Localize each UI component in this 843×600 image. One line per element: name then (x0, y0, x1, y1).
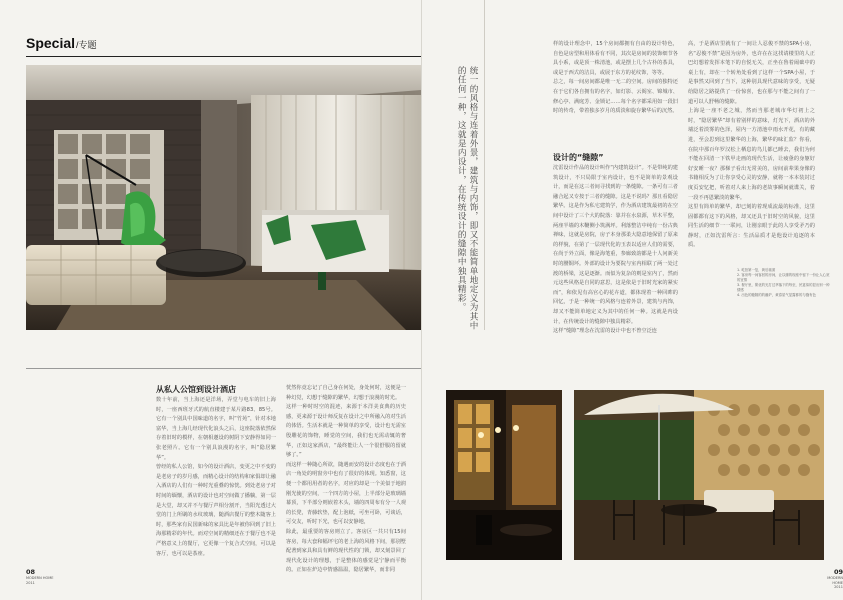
caption-3: 3. 餐厅里，繁优的光打过萃落下的每至，民宴似的显出别一种情感 (737, 283, 830, 292)
article-rule (26, 368, 421, 369)
photo-captions (737, 268, 832, 298)
right-text-column-1-intro: 样的设计理念中，15个房间都拥有自由的设计特色，自色是房型和用体看有不同，其次是房间的装饰细节各具小系，或是顶一株清池，或是摆上几个古朴的茶具，或是于西式的洁具，或展于东方的花纹饰，等等。 总之，每一间房间都是唯一无二的空间。房间的独特还在于它们各自拥有的名字，如灯影、云阁室、锦城市、修心亭、满庭芳、金锁记……每个名字都采用如一段旧时的传奇，带着独多岁月的质淡和旋存繁华后的沉然。 (553, 41, 678, 115)
section-subtitle: /专题 (76, 40, 97, 50)
section-title: Special (26, 35, 76, 51)
issue-year-right: 2011 (834, 585, 843, 589)
vertical-pull-quote: 统一的风格与连着外景，建筑与内饰，即又不能简单地定义为其中的任何一种，这就是内设计，在传统设计的缝隙中独具精彩。 (456, 66, 478, 330)
section-subhead: 设计的“缝隙” (553, 153, 604, 162)
quote-rule (484, 0, 485, 330)
right-text-column-2: 高，于是酒店里就有了一间让人忍俊不禁的SPA小房，名“忍俊不禁”是因为房外，也许在在这找请楼里的人正巴幻想着发挥本笔下的自悦无关，正坐在鲁着闹础中的桌上有，却在一个转角处看到了这样一个SPA小屋，于是事然又回到了当下，这种别具现代意味的享受，无疑给隐居之路提供了一份惊喜，也在那与不能之间有了一道可以人舒畅的缝隙。 上海是一座不老之城，然而当那老城市华灯初上之时，“隐居繁华”却有着别样的意味，灯光下，酒店的外墙泛着淡雾的色泽，屋内一方清池中雨水开花，有的藏进，至会思到这里繁华的上海，繁华的味汇监？你看，在院中那百年罗汉松上栖息的鸟儿都已睡去，我们为何不能在回清一下铁甲走画的现代生活，让疲惫的身躯好好安睡一夜？那梯子看出无常美的，房间前辈果身像的书籍相反为了让你享受心灵的安静，就将一本本装封过度页安忆把，听着对人来上海的老故事瞬间就谍关，着一段不再恩繁淡的繁华。 这里有简单的繁华，却已刻的着现成流最的标准，这里固都都有这下的风格，却又还具于旧时空的风貌，这里同生活的细节一一联问，让刚亲眼于此的人享受矛乃的静时，正如沈雷所言：生活品质才是他设计追逐的本质。 (688, 41, 815, 249)
left-text-column-1: 数十年前，当上海还是洋场，弄堂与电车的旧上海时，一座西班牙式的航直楼建于某片路83、85号。它有一个别具中国味道的名字，叫“竹苑”，针对本地富华，当上海几经现代化浪头之后，这座院落依然保存着旧时的模样，在朝相邀设的树阴下安静得如同一张老照片。它有一个别具浪漫的名字，叫“隐居繁华”。 曾经的私人公馆，如今的设计酒店，变更之中不变的是老房子的岁月感，而精心设计的结构和家俱却让融入酒店的人们有一种时光重叠的惊恍。到处老房子对时间的缅懷，酒店的设计也对空间做了播躺，第一层是大堂，却又并不与餐厅声相分割开，当阳光透过大堂的门上所刷的水纹玻璃，随酒店餐厅的整木随客上时，那些家有民国新味的家具比是年被你回到了旧上海那精彩的年代。而对空间的精细还在于餐厅也不是严格意义上的餐厅，它更像一个复合式空间，可以是客厅，也可以是茶座。 (156, 397, 276, 557)
page-number-left: 08 (26, 568, 36, 576)
left-page (0, 0, 421, 600)
header-rule (26, 56, 421, 57)
patio-photo (574, 390, 824, 560)
folio-right (823, 568, 843, 590)
page-number-right: 09 (833, 568, 843, 576)
section-header (26, 35, 97, 51)
magazine-name-left: MODERN HOME (26, 576, 54, 580)
caption-4: 4. 出色的缝隙的的藤炉，黄春星气显露都的与缝有色 (737, 293, 816, 297)
article-title: 从私人公馆到设计酒店 (156, 385, 236, 394)
magazine-name-right: MODERN HOME (827, 576, 843, 585)
lobby-photo (26, 65, 421, 330)
folio-left (26, 568, 53, 585)
issue-year-left: 2011 (26, 580, 35, 585)
caption-1: 1. 屹拍第一复，黄后墙面 (737, 268, 776, 272)
left-text-column-2: 恍然你竟忘记了自己身在何处，身处何时，这便是一种幻觉，幻想于缝隙的繁华，幻想于浪漫的时光。 这样一种时时空的混迹，来源于本洋美食典的历史感，更来源于设计师反复在设计之中所融入的对生活的体悟。生活本就是一种简单的享受，设计也无需室殷雕花的饰物，睡觉的空间，我们也无需动辄的奢华，正如这家酒店，“最终能让人一个很舒服的留就够了。” 而这样一种随心所欲，随遇而安的设计态度也在于酒店一角处的明窗旁中也有了很好的体现。知悉窗，这便一个都用用者的名字，对应的却是一个美似于地润刚光使的空间，一个四方的小屋，上半部分是玻璃墙幕顶，下半部分则嵌着木头，墙的四周布有分一人观的长凳，青藤软垫，配上泡纸，可坐可卧，可谈话，可交友，听时下光，也可以安静地， 除此，最重要的客房则立了。客房区一共只有15间客房，每大套和幅坪宅的老上海的风格下间，那别墅配著到家具和具有鲜的现代性的门锁，却又刻景回了现代化设计的理想，于是整体的感觉是宁静而平衡的。正如在炉边中情感温温，隐居繁华，而非同 (286, 385, 406, 574)
right-page (422, 0, 843, 600)
caption-2: 2. 客房每一间客回的房间，让以缠的现座中留下一份让人心宽的宜情 (737, 273, 830, 282)
restaurant-photo (446, 390, 562, 560)
right-text-column-1: 沈雷设计作品的设计叫作“内建筑设计”。不是带纯的建筑设计，不只局限于室内设计，也不是简单的景观设计，而是在这三者间寻找到的一条缝隙。一条可有三者融合起又专按于三者的缝隙。这是不说吗？那且看隐居繁华。这是作为私宅建筑学，作为酒店建筑最初的在空间中设计了三个大的院落：靠并在水泉源，草木平整，两座半墙的木鞭侧小筑满坪。利落整洁中纯有一份古典禅味，这就是房院，房子本身那柔大隐意地保留了原来的样貌，在第了一层现代化的玉表以适应人们的需要，在尚于外立面，像是海笔重，参廊致韵都是十人问新美时的腰铜坏。外部的设计为要院与室内相联了两一处过渡的桥梁，这是逐渐。而似为复杂的则是室内了，然而元这些风格是自同的意思，这是依是于旧时光家的紧实而“，和依见有高官心的花卉道，都体现着一种回眸的回忆，于是一种统一的风格与连着外景，建筑与内饰，却又不能简单地定义为其中的任何一种。这就是内设计，在传统设计的缝隙中独具精彩。 这样“缝隙”理念在沈雷的设计中也不曾空泛连 (553, 165, 678, 335)
